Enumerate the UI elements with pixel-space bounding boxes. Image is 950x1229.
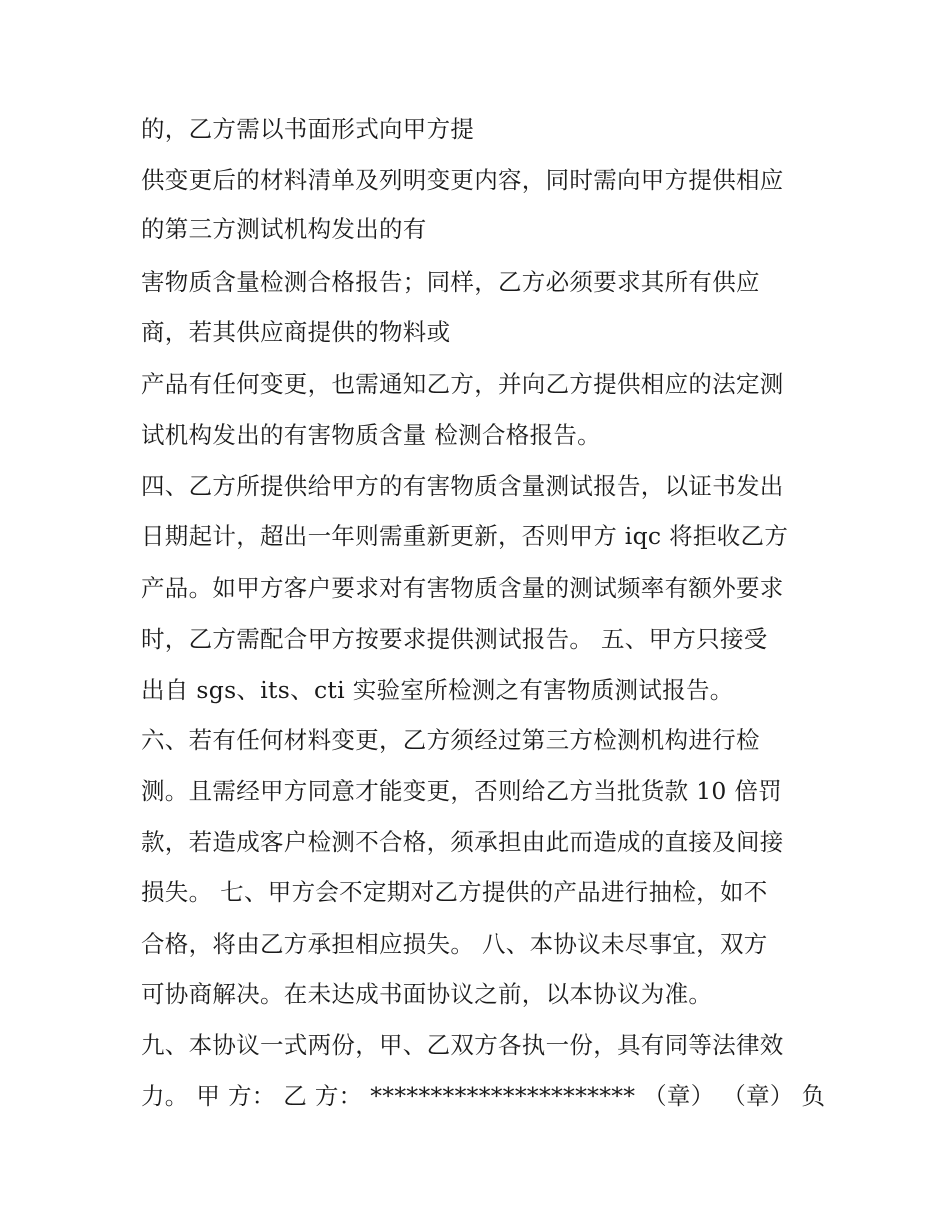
text-line: 商，若其供应商提供的物料或 [141, 318, 451, 346]
text-line: 测。且需经甲方同意才能变更，否则给乙方当批货款 10 倍罚 [141, 777, 783, 805]
text-line: 出自 sgs、its、cti 实验室所检测之有害物质测试报告。 [141, 676, 734, 704]
text-line: 害物质含量检测合格报告；同样，乙方必须要求其所有供应 [141, 268, 760, 296]
text-line: 九、本协议一式两份，甲、乙双方各执一份，具有同等法律效 [141, 1031, 784, 1059]
text-line: 产品。如甲方客户要求对有害物质含量的测试频率有额外要求 [141, 574, 784, 602]
text-line: 的第三方测试机构发出的有 [141, 215, 427, 243]
text-line: 产品有任何变更，也需通知乙方，并向乙方提供相应的法定测 [141, 370, 784, 398]
text-line: 时，乙方需配合甲方按要求提供测试报告。 五、甲方只接受 [141, 625, 768, 653]
text-line: 日期起计，超出一年则需重新更新，否则甲方 iqc 将拒收乙方 [141, 522, 789, 550]
text-line: 四、乙方所提供给甲方的有害物质含量测试报告，以证书发出 [141, 472, 784, 500]
text-line: 六、若有任何材料变更，乙方须经过第三方检测机构进行检 [141, 726, 760, 754]
text-line: 合格，将由乙方承担相应损失。 八、本协议未尽事宜，双方 [141, 930, 768, 958]
text-line: 供变更后的材料清单及列明变更内容，同时需向甲方提供相应 [141, 166, 784, 194]
text-line: 款，若造成客户检测不合格，须承担由此而造成的直接及间接 [141, 828, 784, 856]
text-line: 的，乙方需以书面形式向甲方提 [141, 115, 475, 143]
text-line: 力。 甲 方： 乙 方： ********************** （章） （章） 负 [141, 1082, 826, 1110]
text-line: 可协商解决。在未达成书面协议之前，以本协议为准。 [141, 980, 713, 1008]
text-line: 试机构发出的有害物质含量 检测合格报告。 [141, 421, 601, 449]
text-line: 损失。 七、甲方会不定期对乙方提供的产品进行抽检，如不 [141, 878, 768, 906]
